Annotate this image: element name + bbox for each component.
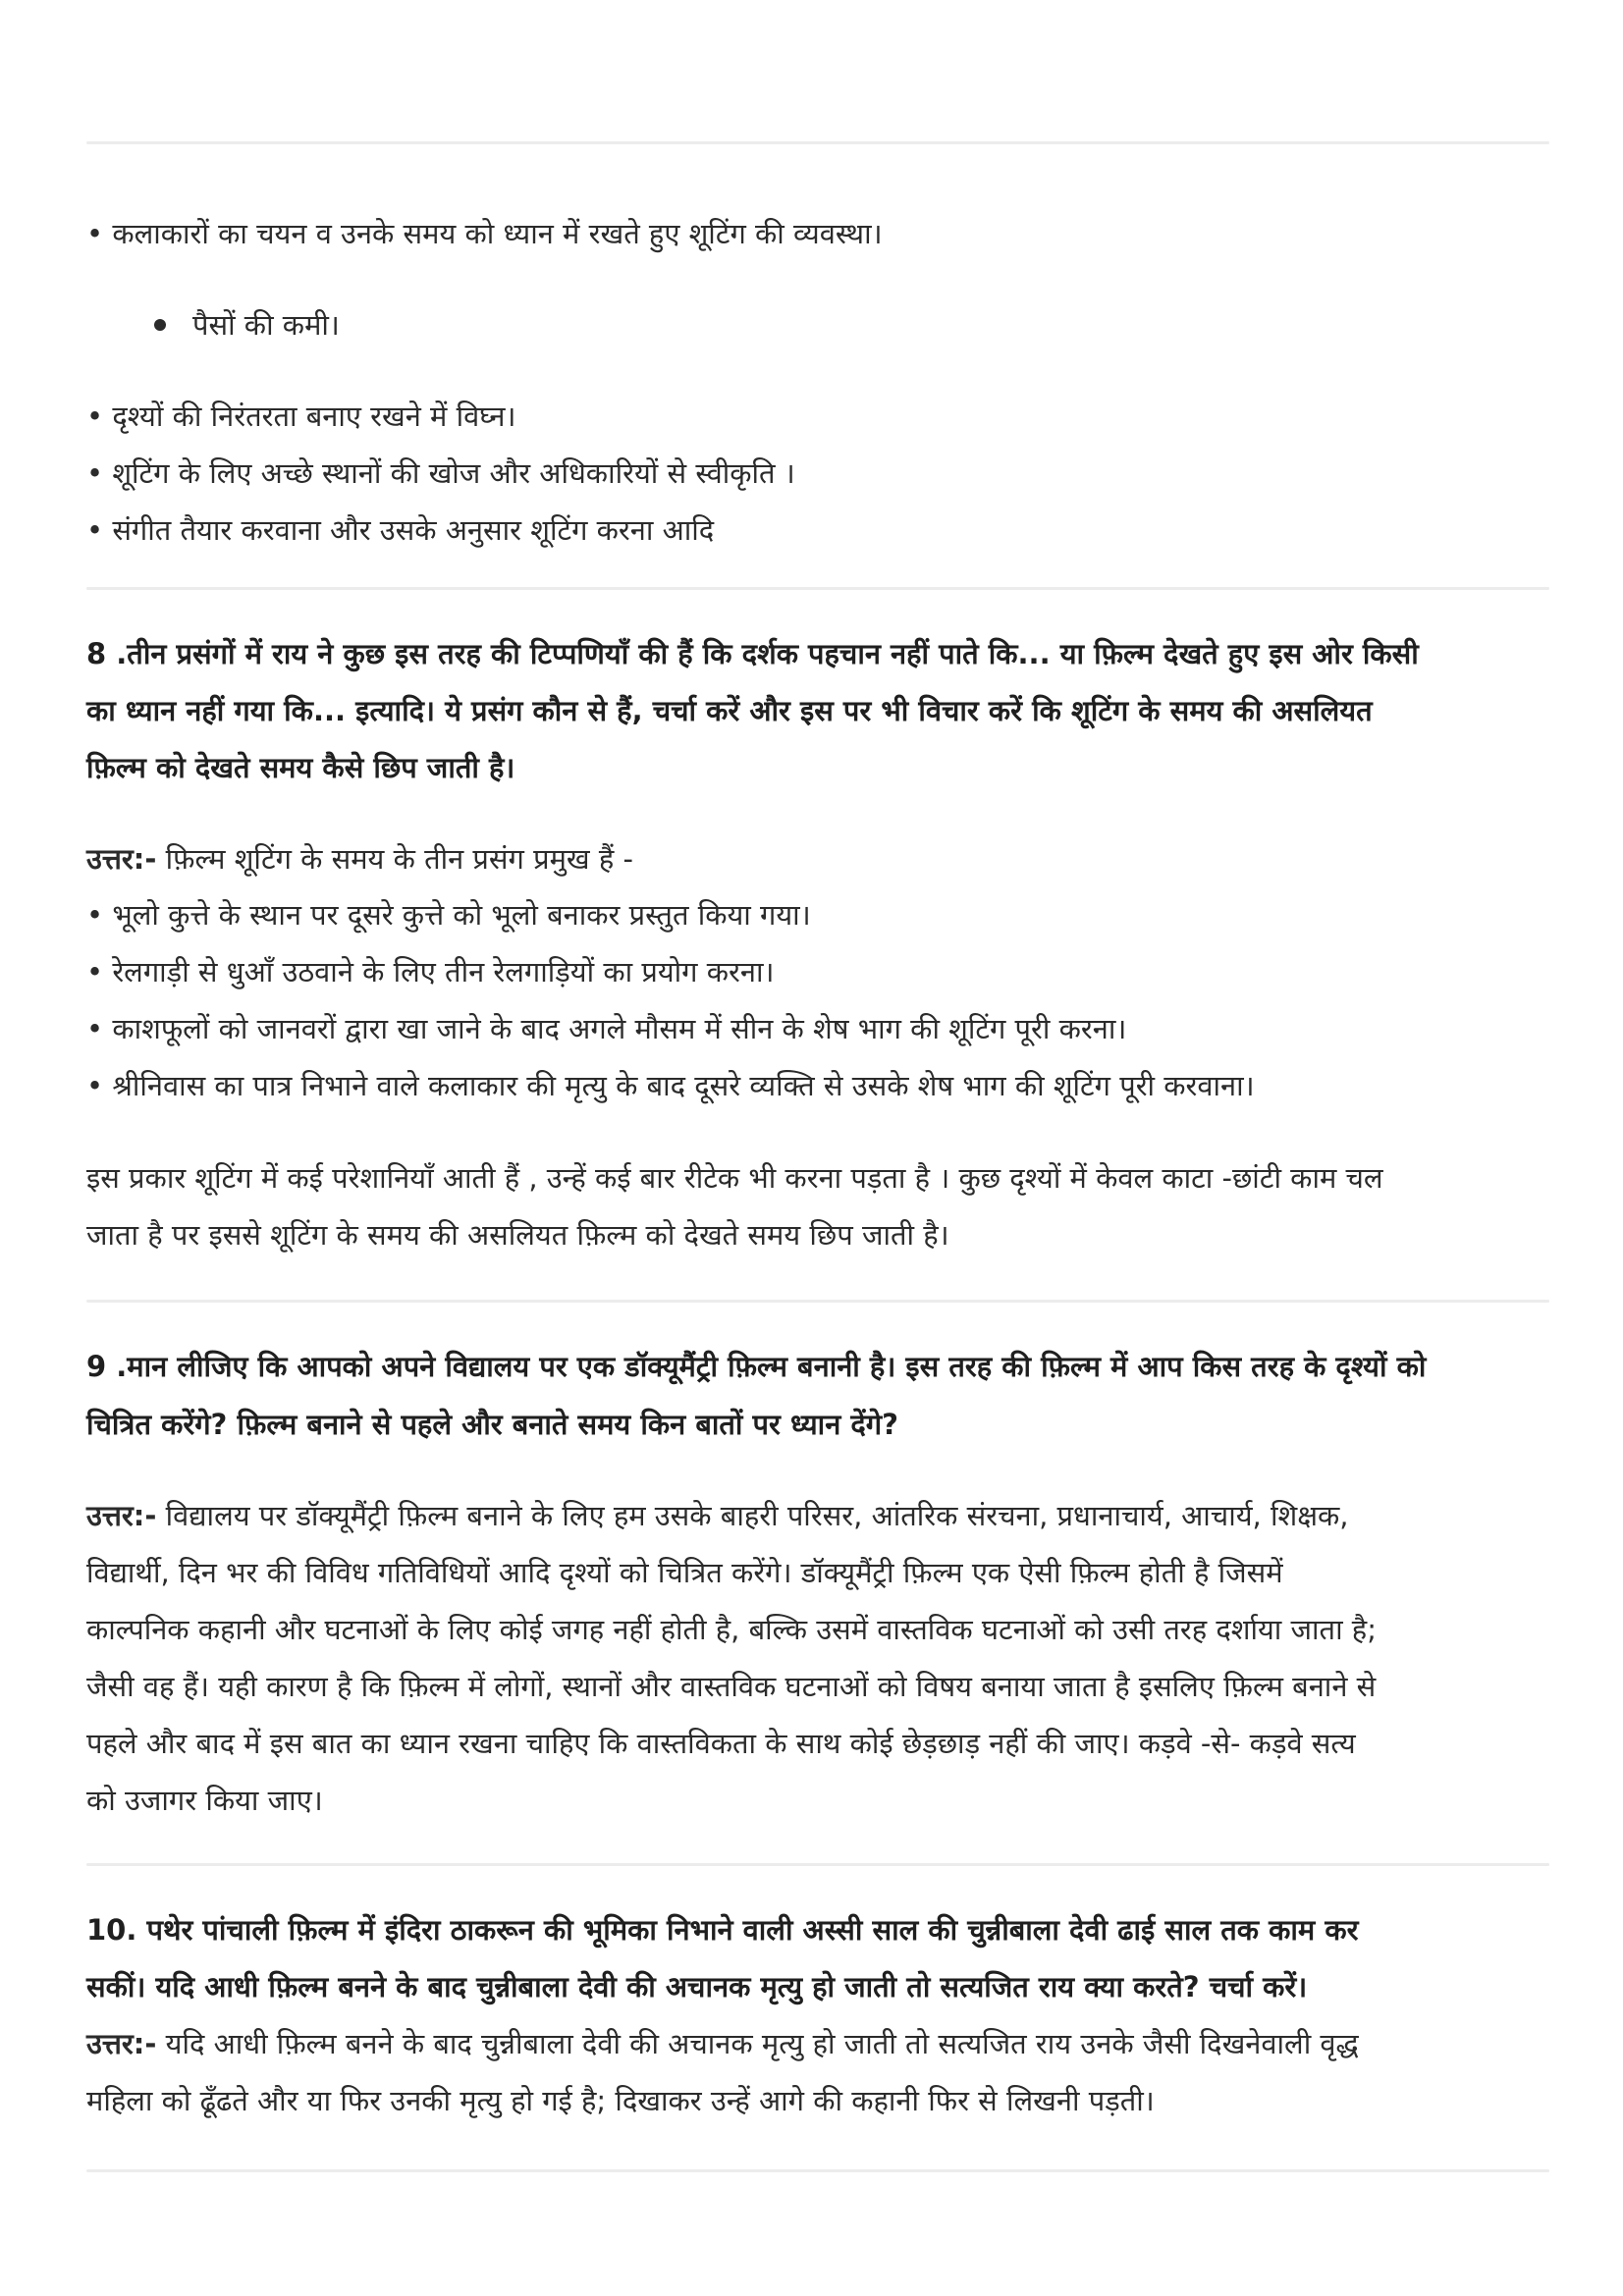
- answer-text: विद्यालय पर डॉक्यूमैंट्री फ़िल्म बनाने के लिए हम उसके बाहरी परिसर, आंतरिक संरचना, प्रधानाचार्य, आचार्य, शिक्षक,: [156, 1499, 1349, 1532]
- answer-label: उत्तर:-: [86, 842, 157, 876]
- answer-8-point: • रेलगाड़ी से धुआँ उठवाने के लिए तीन रेलगाड़ियों का प्रयोग करना।: [86, 955, 775, 988]
- answer-9-line: को उजागर किया जाए।: [86, 1784, 323, 1817]
- list-item: • शूटिंग के लिए अच्छे स्थानों की खोज और अधिकारियों से स्वीकृति ।: [86, 456, 795, 490]
- question-8-line: का ध्यान नहीं गया कि... इत्यादि। ये प्रसंग कौन से हैं, चर्चा करें और इस पर भी विचार करें कि शूटिंग के समय की असलियत: [86, 694, 1373, 727]
- list-item: • कलाकारों का चयन व उनके समय को ध्यान में रखते हुए शूटिंग की व्यवस्था।: [86, 217, 883, 250]
- question-9-line: चित्रित करेंगे? फ़िल्म बनाने से पहले और बनाते समय किन बातों पर ध्यान देंगे?: [86, 1408, 898, 1441]
- list-item: • संगीत तैयार करवाना और उसके अनुसार शूटिंग करना आदि: [86, 513, 715, 547]
- answer-8-conclusion: जाता है पर इससे शूटिंग के समय की असलियत फ़िल्म को देखते समय छिप जाती है।: [86, 1218, 949, 1252]
- answer-label: उत्तर:-: [86, 1499, 157, 1532]
- list-item: पैसों की कमी।: [192, 308, 340, 342]
- list-item: • दृश्यों की निरंतरता बनाए रखने में विघ्न।: [86, 400, 516, 433]
- answer-8-conclusion: इस प्रकार शूटिंग में कई परेशानियाँ आती हैं , उन्हें कई बार रीटेक भी करना पड़ता है । कुछ दृश्यों में केवल काटा -छांटी काम चल: [86, 1161, 1383, 1195]
- question-10-line: 10. पथेर पांचाली फ़िल्म में इंदिरा ठाकरून की भूमिका निभाने वाली अस्सी साल की चुन्नीबाला देवी ढाई साल तक काम कर: [86, 1913, 1359, 1947]
- divider: [86, 1300, 1549, 1303]
- answer-text: यदि आधी फ़िल्म बनने के बाद चुन्नीबाला देवी की अचानक मृत्यु हो जाती तो सत्यजित राय उनके जैसी दिखनेवाली वृद्ध: [156, 2027, 1359, 2060]
- answer-8-point: • काशफूलों को जानवरों द्वारा खा जाने के बाद अगले मौसम में सीन के शेष भाग की शूटिंग पूरी करना।: [86, 1012, 1127, 1045]
- divider: [86, 587, 1549, 590]
- answer-9-line: विद्यार्थी, दिन भर की विविध गतिविधियों आदि दृश्यों को चित्रित करेंगे। डॉक्यूमैंट्री फ़िल्म एक ऐसी फ़िल्म होती है जिसमें: [86, 1556, 1283, 1589]
- answer-8-intro: [86, 839, 633, 879]
- divider: [86, 1863, 1549, 1866]
- bullet-dot-icon: [154, 319, 166, 331]
- question-8-line: फ़िल्म को देखते समय कैसे छिप जाती है।: [86, 751, 515, 784]
- answer-text: फ़िल्म शूटिंग के समय के तीन प्रसंग प्रमुख हैं -: [156, 842, 633, 876]
- answer-10-line: [86, 2024, 1359, 2063]
- answer-9-line: [86, 1496, 1349, 1535]
- question-8-line: 8 .तीन प्रसंगों में राय ने कुछ इस तरह की टिप्पणियाँ की हैं कि दर्शक पहचान नहीं पाते कि... या फ़िल्म देखते हुए इस ओर किसी: [86, 637, 1419, 670]
- answer-10-line: महिला को ढूँढते और या फिर उनकी मृत्यु हो गई है; दिखाकर उन्हें आगे की कहानी फिर से लिखनी पड़ती।: [86, 2084, 1155, 2117]
- answer-9-line: जैसी वह हैं। यही कारण है कि फ़िल्म में लोगों, स्थानों और वास्तविक घटनाओं को विषय बनाया जाता है इसलिए फ़िल्म बनाने से: [86, 1670, 1377, 1703]
- question-9-line: 9 .मान लीजिए कि आपको अपने विद्यालय पर एक डॉक्यूमैंट्री फ़िल्म बनानी है। इस तरह की फ़िल्म में आप किस तरह के दृश्यों को: [86, 1350, 1427, 1383]
- answer-9-line: पहले और बाद में इस बात का ध्यान रखना चाहिए कि वास्तविकता के साथ कोई छेड़छाड़ नहीं की जाए। कड़वे -से- कड़वे सत्य: [86, 1727, 1356, 1760]
- divider: [86, 2169, 1549, 2172]
- divider: [86, 141, 1549, 144]
- question-10-line: सकीं। यदि आधी फ़िल्म बनने के बाद चुन्नीबाला देवी की अचानक मृत्यु हो जाती तो सत्यजित राय क्या करते? चर्चा करें।: [86, 1970, 1308, 2003]
- answer-8-point: • श्रीनिवास का पात्र निभाने वाले कलाकार की मृत्यु के बाद दूसरे व्यक्ति से उसके शेष भाग की शूटिंग पूरी करवाना।: [86, 1069, 1255, 1102]
- answer-9-line: काल्पनिक कहानी और घटनाओं के लिए कोई जगह नहीं होती है, बल्कि उसमें वास्तविक घटनाओं को उसी तरह दर्शाया जाता है;: [86, 1613, 1377, 1646]
- answer-8-point: • भूलो कुत्ते के स्थान पर दूसरे कुत्ते को भूलो बनाकर प्रस्तुत किया गया।: [86, 898, 811, 932]
- answer-label: उत्तर:-: [86, 2027, 157, 2060]
